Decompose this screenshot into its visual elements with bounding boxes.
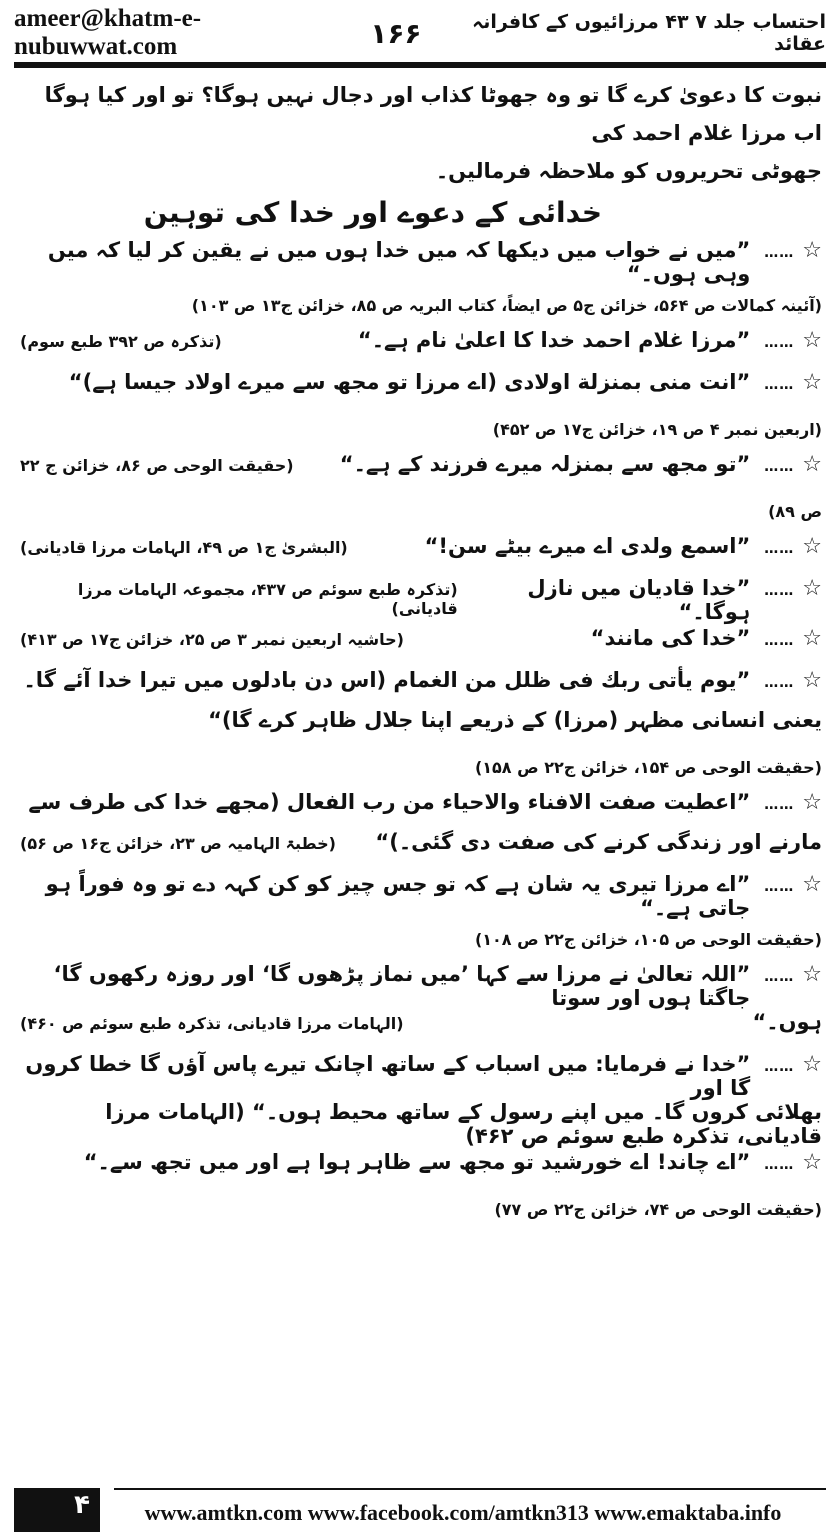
quote-line — [20, 668, 822, 708]
quote-reference: (تذکرہ طبع سوئم ص ۴۳۷، مجموعہ الہامات مرزا قادیانی) — [77, 580, 458, 618]
quote-text: ”اسمع ولدی اے میرے بیٹے سن!“ — [424, 534, 751, 558]
intro-line-1: نبوت کا دعویٰ کرے گا تو وہ جھوٹا کذاب اور دجال نہیں ہوگا؟ تو اور کیا ہوگا اب مرزا غلام احمد کی — [44, 83, 822, 145]
quote-text: ”اے چاند! اے خورشید تو مجھ سے ظاہر ہوا ہے اور میں تجھ سے۔“ — [83, 1150, 751, 1174]
book-title: احتساب جلد ۷ ۴۳ مرزائیوں کے کافرانہ عقائد — [472, 11, 826, 55]
leader-dots: …… — [764, 377, 795, 393]
quote-line — [20, 576, 822, 624]
quote-line — [20, 626, 822, 666]
leader-dots: …… — [764, 969, 795, 985]
reference-line: ص ۸۹) — [768, 502, 822, 521]
quote-continuation — [20, 708, 822, 748]
quote-text: ”یوم یأتی ربك فی ظلل من الغمام (اس دن بادلوں میں تیرا خدا آئے گا۔ — [23, 668, 751, 692]
quote-item — [20, 452, 822, 532]
quote-text: ”تو مجھ سے بمنزلہ میرے فرزند کے ہے۔“ — [339, 452, 751, 476]
star-icon: ☆ — [802, 790, 822, 815]
quote-text: ”میں نے خواب میں دیکھا کہ میں خدا ہوں میں نے یقین کر لیا کہ میں وہی ہوں۔“ — [47, 238, 751, 286]
quote-item — [20, 238, 822, 326]
star-icon: ☆ — [802, 576, 822, 601]
leader-dots: …… — [764, 879, 795, 895]
continuation-text: مارنے اور زندگی کرنے کی صفت دی گئی۔)“ — [375, 830, 822, 854]
quote-line — [20, 872, 822, 920]
leader-dots: …… — [764, 633, 795, 649]
quote-text: ”انت منی بمنزلة اولادی (اے مرزا تو مجھ سے میرے اولاد جیسا ہے)“ — [68, 370, 751, 394]
quote-text: ”خدا کی مانند“ — [590, 626, 751, 650]
quote-text: ”مرزا غلام احمد خدا کا اعلیٰ نام ہے۔“ — [357, 328, 751, 352]
quote-line — [20, 1052, 822, 1100]
star-icon: ☆ — [802, 452, 822, 477]
quote-line — [20, 534, 822, 574]
continuation-text: یعنی انسانی مظہر (مرزا) کے ذریعے اپنا جلال ظاہر کرے گا)“ — [208, 708, 822, 732]
reference-line: (حقیقت الوحی ص ۷۴، خزائن ج۲۲ ص ۷۷) — [494, 1200, 822, 1219]
quote-text: ”اے مرزا تیری یہ شان ہے کہ تو جس چیز کو کن کہہ دے تو وہ فوراً ہو جاتی ہے۔“ — [45, 872, 751, 920]
continuation-text: بھلائی کروں گا۔ میں اپنے رسول کے ساتھ محیط ہوں۔“ (الہامات مرزا قادیانی، تذکرہ طبع سوئم ص ۴۶۲) — [105, 1100, 822, 1148]
quote-item — [20, 790, 822, 870]
leader-dots: …… — [764, 797, 795, 813]
reference-line: (حقیقت الوحی ص ۱۵۴، خزائن ج۲۲ ص ۱۵۸) — [474, 758, 822, 777]
quote-line — [20, 328, 822, 368]
continuation-reference: (الہامات مرزا قادیانی، تذکرہ طبع سوئم ص ۴۶۰) — [20, 1014, 404, 1033]
leader-dots: …… — [764, 1059, 795, 1075]
star-icon: ☆ — [802, 626, 822, 651]
page-number: ۱۶۶ — [370, 16, 422, 50]
quote-item — [20, 534, 822, 574]
quote-line — [20, 370, 822, 410]
star-icon: ☆ — [802, 370, 822, 395]
quote-reference: (حاشیہ اربعین نمبر ۳ ص ۲۵، خزائن ج۱۷ ص ۴۱۳) — [20, 630, 404, 649]
quote-item — [20, 370, 822, 450]
page-header — [14, 5, 826, 60]
quote-reference: (البشریٰ ج۱ ص ۴۹، الہامات مرزا قادیانی) — [20, 538, 348, 557]
quote-item — [20, 962, 822, 1050]
leader-dots: …… — [764, 459, 795, 475]
quote-item — [20, 328, 822, 368]
quote-item — [20, 1150, 822, 1230]
quote-continuation — [20, 830, 822, 870]
star-icon: ☆ — [802, 872, 822, 897]
quote-item — [20, 668, 822, 788]
quote-item — [20, 576, 822, 624]
star-icon: ☆ — [802, 962, 822, 987]
quote-item — [20, 1052, 822, 1148]
header-email[interactable]: ameer@khatm-e-nubuwwat.com — [14, 5, 202, 60]
quote-reference: (تذکرہ ص ۳۹۲ طبع سوم) — [20, 332, 222, 351]
leader-dots: …… — [764, 1157, 795, 1173]
quote-text: ”خدا نے فرمایا: میں اسباب کے ساتھ اچانک تیرے پاس آؤں گا خطا کروں گا اور — [25, 1052, 751, 1100]
quote-line — [20, 790, 822, 830]
star-icon: ☆ — [802, 238, 822, 263]
quote-continuation — [20, 1010, 822, 1050]
footer-links[interactable]: www.amtkn.com www.facebook.com/amtkn313 www.emaktaba.info — [144, 1500, 782, 1525]
quote-item — [20, 626, 822, 666]
quote-text: ”خدا قادیان میں نازل ہوگا۔“ — [527, 576, 751, 624]
star-icon: ☆ — [802, 534, 822, 559]
leader-dots: …… — [764, 245, 795, 261]
quote-item — [20, 872, 822, 960]
footer-rule — [114, 1488, 826, 1490]
leader-dots: …… — [764, 541, 795, 557]
continuation-reference: (خطبۃ الہامیہ ص ۲۳، خزائن ج۱۶ ص ۵۶) — [20, 834, 336, 853]
quote-line — [20, 238, 822, 286]
quote-list — [20, 238, 822, 1230]
quote-line — [20, 962, 822, 1010]
leader-dots: …… — [764, 675, 795, 691]
intro-line-2: جھوٹی تحریروں کو ملاحظہ فرمالیں۔ — [435, 159, 822, 183]
quote-line — [20, 452, 822, 492]
section-heading: خدائی کے دعوے اور خدا کی توہین — [143, 196, 602, 229]
star-icon: ☆ — [802, 1150, 822, 1175]
quote-line — [20, 1150, 822, 1190]
leader-dots: …… — [764, 583, 795, 599]
page-footer — [14, 1488, 826, 1532]
quote-text: ”اللہ تعالیٰ نے مرزا سے کہا ’میں نماز پڑھوں گا‘ اور روزہ رکھوں گا‘ جاگتا ہوں اور سوتا — [53, 962, 751, 1010]
quote-continuation — [20, 1100, 822, 1148]
header-rule — [14, 62, 826, 68]
star-icon: ☆ — [802, 328, 822, 353]
quote-text: ”اعطیت صفت الافناء والاحیاء من رب الفعال (مجھے خدا کی طرف سے — [28, 790, 751, 814]
reference-line: (اربعین نمبر ۴ ص ۱۹، خزائن ج۱۷ ص ۴۵۲) — [492, 420, 822, 439]
reference-line: (حقیقت الوحی ص ۱۰۵، خزائن ج۲۲ ص ۱۰۸) — [474, 930, 822, 949]
continuation-text: ہوں۔“ — [752, 1010, 822, 1034]
star-icon: ☆ — [802, 668, 822, 693]
footer-page-marker: ۴ — [14, 1488, 100, 1532]
reference-line: (آئینہ کمالات ص ۵۶۴، خزائن ج۵ ص ایضاً، کتاب البریہ ص ۸۵، خزائن ج۱۳ ص ۱۰۳) — [191, 296, 822, 315]
leader-dots: …… — [764, 335, 795, 351]
star-icon: ☆ — [802, 1052, 822, 1077]
quote-reference: (حقیقت الوحی ص ۸۶، خزائن ج ۲۲ — [20, 456, 294, 475]
page-body — [20, 76, 822, 1232]
header-left — [14, 5, 422, 61]
